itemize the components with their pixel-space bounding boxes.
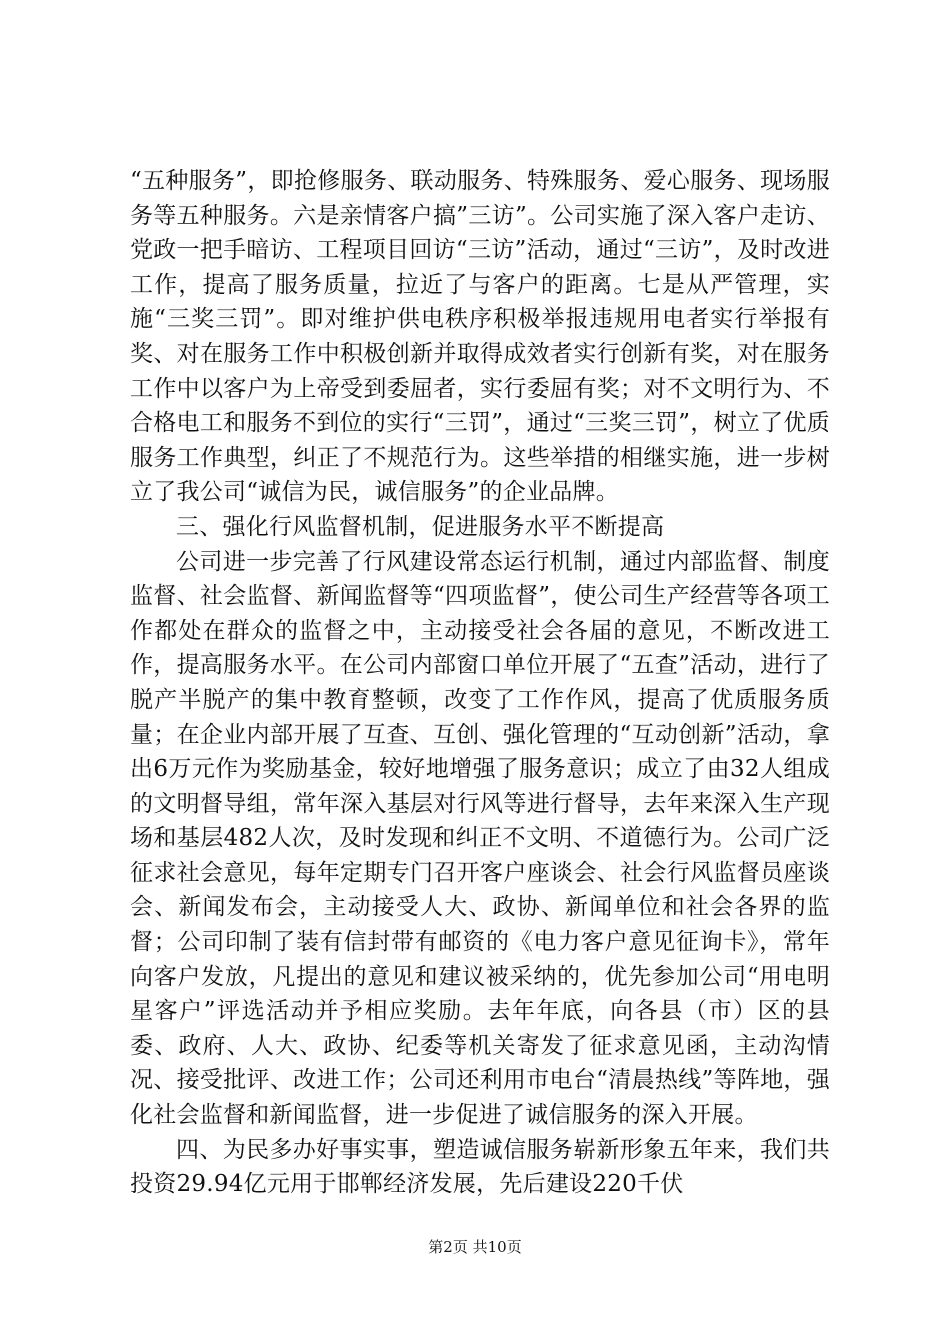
- document-body: [130, 164, 830, 1202]
- page-number-footer: 第2页 共10页: [428, 1238, 522, 1256]
- paragraph-services: “五种服务”，即抢修服务、联动服务、特殊服务、爱心服务、现场服务等五种服务。六是亲情客户搞”三访”。公司实施了深入客户走访、党政一把手暗访、工程项目回访“三访”活动，通过“三访”，及时改进工作，提高了服务质量，拉近了与客户的距离。七是从严管理，实施“三奖三罚”。即对维护供电秩序积极举报违规用电者实行举报有奖、对在服务工作中积极创新并取得成效者实行创新有奖，对在服务工作中以客户为上帝受到委屈者，实行委屈有奖；对不文明行为、不合格电工和服务不到位的实行“三罚”，通过“三奖三罚”，树立了优质服务工作典型，纠正了不规范行为。这些举措的相继实施，进一步树立了我公司“诚信为民，诚信服务”的企业品牌。: [130, 168, 830, 506]
- paragraph-section-4: 四、为民多办好事实事，塑造诚信服务崭新形象五年来，我们共投资29.94亿元用于邯郸经济发展，先后建设220千伏: [130, 1136, 830, 1198]
- section-heading-3: 三、强化行风监督机制，促进服务水平不断提高: [176, 513, 665, 540]
- paragraph-supervision: 公司进一步完善了行风建设常态运行机制，通过内部监督、制度监督、社会监督、新闻监督等“四项监督”，使公司生产经营等各项工作都处在群众的监督之中，主动接受社会各届的意见，不断改进工作，提高服务水平。在公司内部窗口单位开展了“五查”活动，进行了脱产半脱产的集中教育整顿，改变了工作作风，提高了优质服务质量；在企业内部开展了互查、互创、强化管理的“互动创新”活动，拿出6万元作为奖励基金，较好地增强了服务意识；成立了由32人组成的文明督导组，常年深入基层对行风等进行督导，去年来深入生产现场和基层482人次，及时发现和纠正不文明、不道德行为。公司广泛征求社会意见，每年定期专门召开客户座谈会、社会行风监督员座谈会、新闻发布会，主动接受人大、政协、新闻单位和社会各界的监督；公司印制了装有信封带有邮资的《电力客户意见征询卡》，常年向客户发放，凡提出的意见和建议被采纳的，优先参加公司“用电明星客户”评选活动并予相应奖励。去年年底，向各县（市）区的县委、政府、人大、政协、纪委等机关寄发了征求意见函，主动沟情况、接受批评、改进工作；公司还利用市电台“清晨热线”等阵地，强化社会监督和新闻监督，进一步促进了诚信服务的深入开展。: [130, 548, 830, 1129]
